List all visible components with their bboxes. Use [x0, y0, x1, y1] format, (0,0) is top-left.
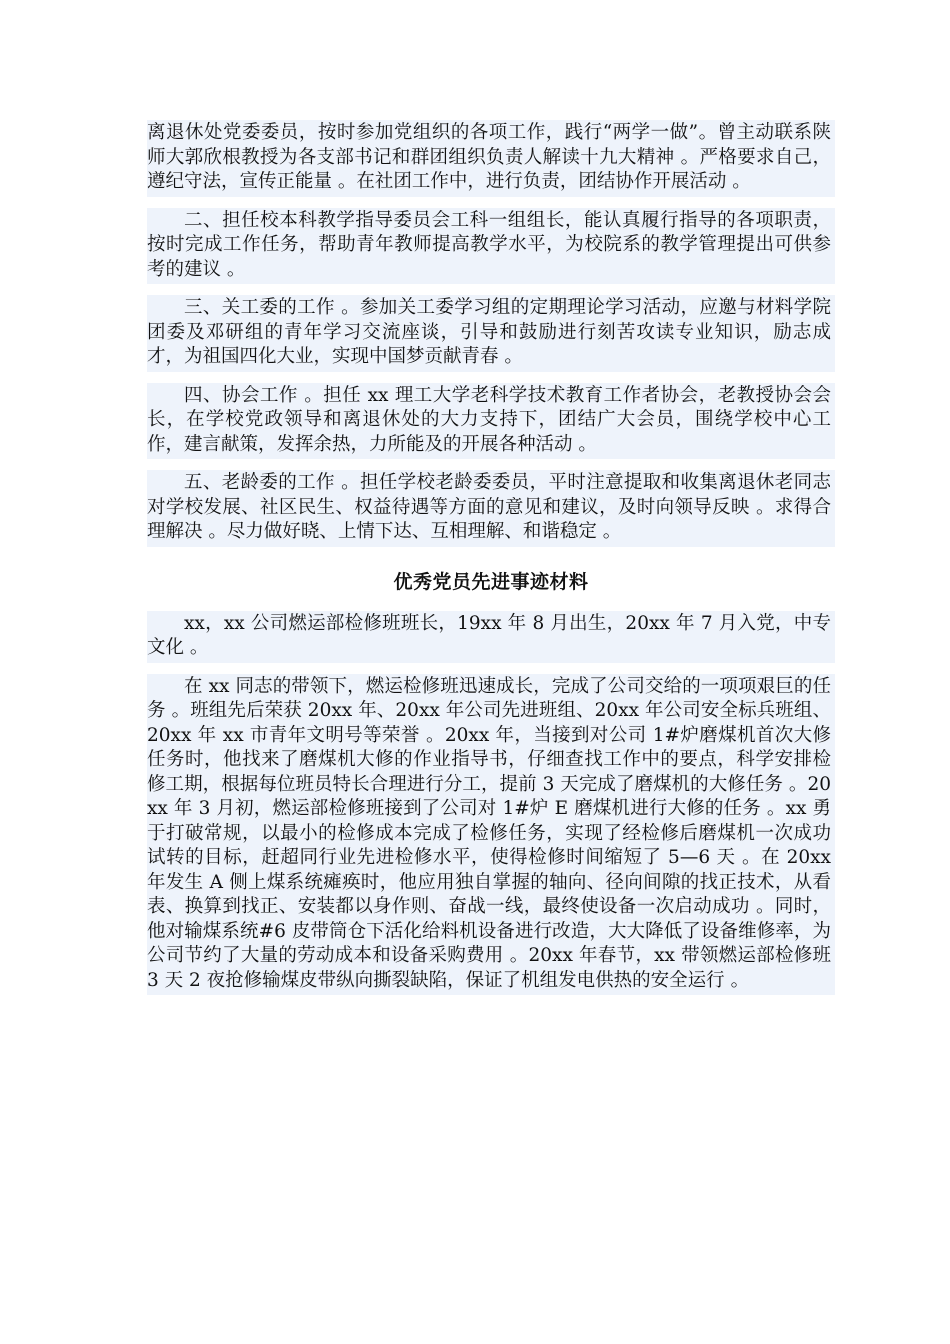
paragraph-association-work: 四、协会工作 。担任 xx 理工大学老科学技术教育工作者协会，老教授协会会长，在学校党政领导和离退休处的大力支持下，团结广大会员，围绕学校中心工作，建言献策，发挥余热，力所能及的开展各种活动 。 [147, 383, 835, 460]
paragraph-achievements: 在 xx 同志的带领下，燃运检修班迅速成长，完成了公司交给的一项项艰巨的任务 。班组先后荣获 20xx 年、20xx 年公司先进班组、20xx 年公司安全标兵班组、20xx 年 xx 市青年文明号等荣誉 。20xx 年，当接到对公司 1#炉磨煤机首次大修任务时，他找来了磨煤机大修的作业指导书，仔细查找工作中的要点，科学安排检修工期，根据每位班员特长合理进行分工，提前 3 天完成了磨煤机的大修任务 。20xx 年 3 月初，燃运部检修班接到了公司对 1#炉 E 磨煤机进行大修的任务 。xx 勇于打破常规，以最小的检修成本完成了检修任务，实现了经检修后磨煤机一次成功试转的目标，赶超同行业先进检修水平，使得检修时间缩短了 5—6 天 。在 20xx 年发生 A 侧上煤系统瘫痪时，他应用独自掌握的轴向、径向间隙的找正技术，从看表、换算到找正、安装都以身作则、奋战一线，最终使设备一次启动成功 。同时，他对输煤系统#6 皮带筒仓下活化给料机设备进行改造，大大降低了设备维修率，为公司节约了大量的劳动成本和设备采购费用 。20xx 年春节，xx 带领燃运部检修班 3 天 2 夜抢修输煤皮带纵向撕裂缺陷，保证了机组发电供热的安全运行 。 [147, 674, 835, 996]
paragraph-party-duties: 离退休处党委委员，按时参加党组织的各项工作，践行“两学一做”。曾主动联系陕师大郭欣根教授为各支部书记和群团组织负责人解读十九大精神 。严格要求自己，遵纪守法，宣传正能量 。在社团工作中，进行负责，团结协作开展活动 。 [147, 120, 835, 197]
paragraph-teaching-committee: 二、担任校本科教学指导委员会工科一组组长，能认真履行指导的各项职责，按时完成工作任务，帮助青年教师提高教学水平，为校院系的教学管理提出可供参考的建议 。 [147, 208, 835, 285]
document-body [147, 120, 835, 1006]
paragraph-elderly-committee: 五、老龄委的工作 。担任学校老龄委委员，平时注意提取和收集离退休老同志对学校发展、社区民生、权益待遇等方面的意见和建议，及时向领导反映 。求得合理解决 。尽力做好晓、上情下达、互相理解、和谐稳定 。 [147, 470, 835, 547]
paragraph-youth-committee: 三、关工委的工作 。参加关工委学习组的定期理论学习活动，应邀与材料学院团委及邓研组的青年学习交流座谈，引导和鼓励进行刻苦攻读专业知识，励志成才，为祖国四化大业，实现中国梦贡献青春 。 [147, 295, 835, 372]
section-title: 优秀党员先进事迹材料 [393, 570, 589, 593]
paragraph-profile: xx，xx 公司燃运部检修班班长，19xx 年 8 月出生，20xx 年 7 月入党，中专文化 。 [147, 611, 835, 663]
